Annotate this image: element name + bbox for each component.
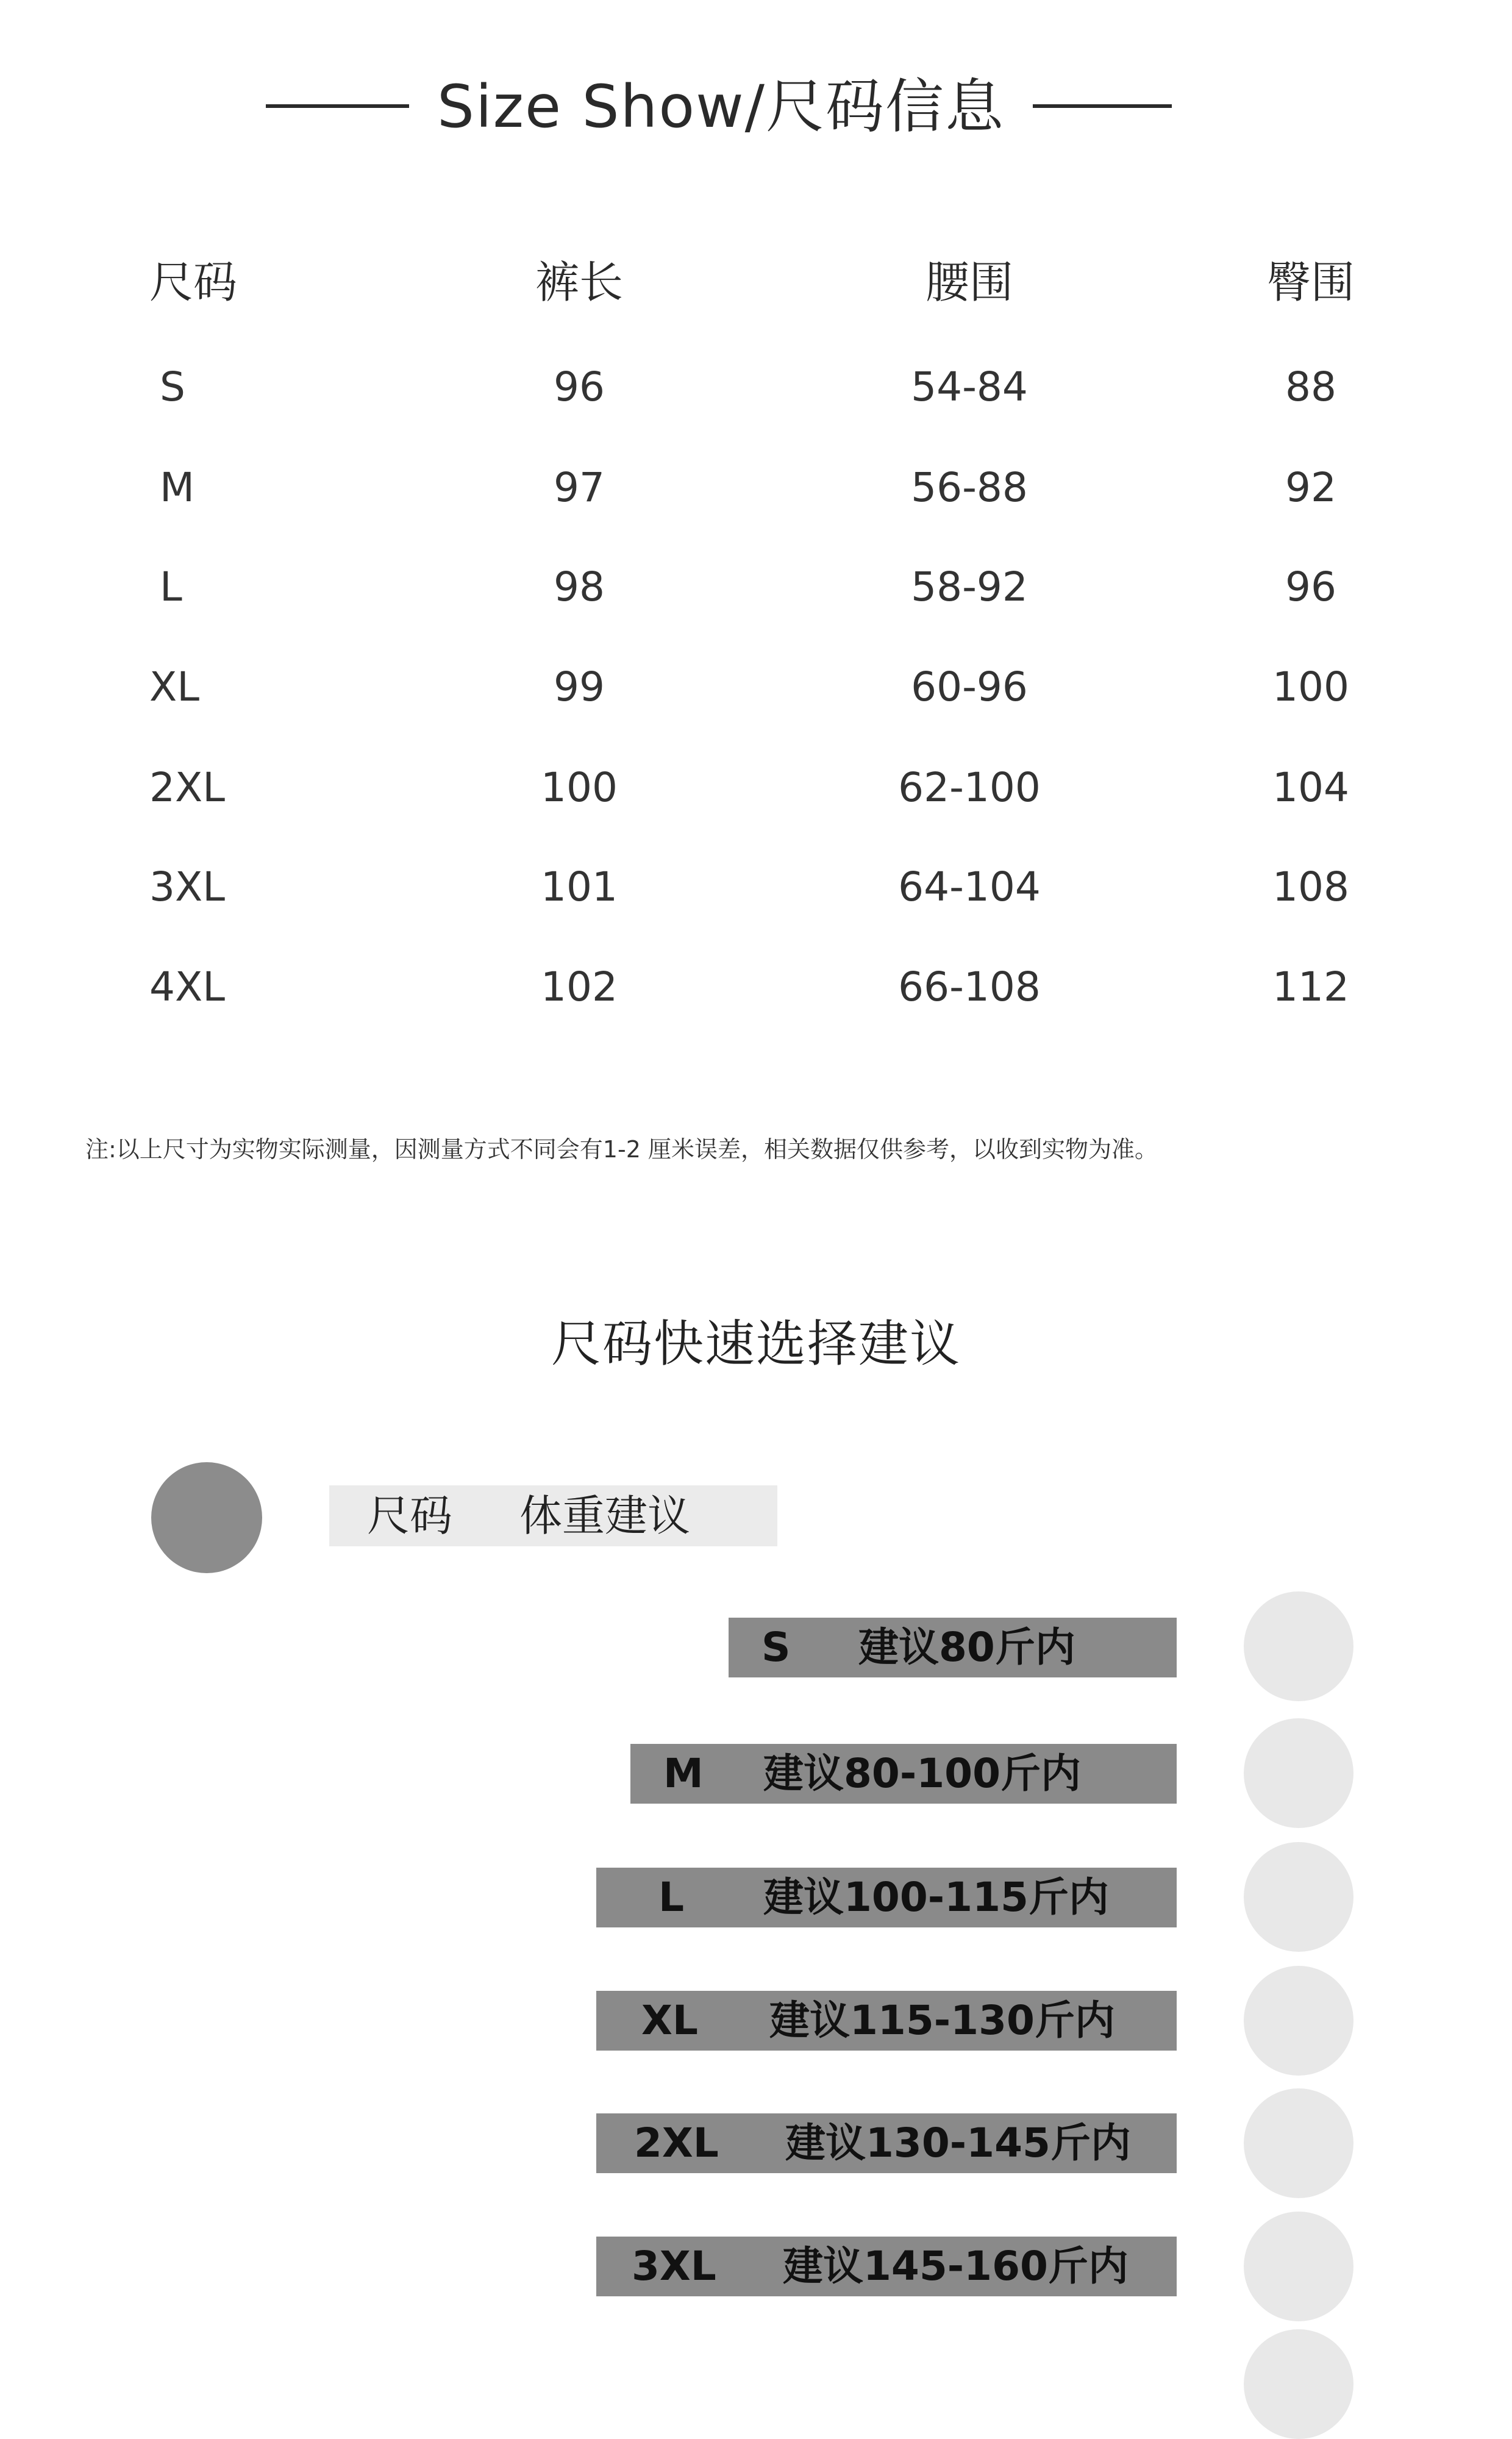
decorative-circle	[1244, 2329, 1353, 2439]
column-header-size: 尺码	[149, 257, 238, 308]
cell-size: S	[160, 363, 185, 410]
suggestion-advice: 建议145-160斤内	[783, 2243, 1129, 2290]
cell-size: M	[160, 464, 194, 511]
suggestion-header-weight: 体重建议	[519, 1491, 690, 1541]
cell-size: 4XL	[149, 963, 225, 1010]
suggestion-size: L	[658, 1874, 685, 1921]
column-header-hip: 臀围	[1266, 257, 1355, 308]
suggestion-title: 尺码快速选择建议	[551, 1315, 961, 1373]
cell-hip: 112	[1272, 963, 1349, 1010]
suggestion-header-size: 尺码	[367, 1491, 452, 1541]
cell-waist: 60-96	[911, 663, 1028, 710]
measurement-note: 注:以上尺寸为实物实际测量，因测量方式不同会有1-2 厘米误差，相关数据仅供参考，以收到实物为准。	[85, 1136, 1158, 1163]
cell-size: L	[160, 563, 182, 610]
cell-size: XL	[149, 663, 199, 710]
suggestion-advice: 建议100-115斤内	[763, 1874, 1109, 1921]
cell-pant-length: 98	[554, 563, 605, 610]
suggestion-row-l	[596, 1868, 1177, 1927]
cell-pant-length: 101	[541, 863, 618, 910]
column-header-waist: 腰围	[925, 257, 1013, 308]
suggestion-advice: 建议80-100斤内	[763, 1750, 1082, 1797]
suggestion-header-bar	[329, 1485, 777, 1546]
suggestion-advice: 建议130-145斤内	[785, 2119, 1131, 2166]
cell-waist: 62-100	[898, 764, 1041, 811]
suggestion-row-s	[729, 1618, 1177, 1677]
decorative-circle	[1244, 1718, 1353, 1828]
cell-waist: 66-108	[898, 963, 1041, 1010]
decorative-circle	[1244, 2212, 1353, 2321]
suggestion-size: S	[761, 1624, 791, 1671]
cell-waist: 54-84	[911, 363, 1028, 410]
cell-pant-length: 99	[554, 663, 605, 710]
suggestion-size: 2XL	[634, 2119, 719, 2166]
cell-hip: 108	[1272, 863, 1349, 910]
cell-hip: 92	[1285, 464, 1336, 511]
header-line-right	[1033, 104, 1172, 108]
suggestion-row-3xl	[596, 2237, 1177, 2296]
cell-pant-length: 97	[554, 464, 605, 511]
suggestion-row-2xl	[596, 2113, 1177, 2173]
cell-hip: 96	[1285, 563, 1336, 610]
decorative-circle	[151, 1462, 262, 1573]
suggestion-advice: 建议80斤内	[858, 1624, 1075, 1671]
column-header-pant-length: 裤长	[535, 257, 623, 308]
cell-size: 3XL	[149, 863, 225, 910]
suggestion-row-m	[630, 1744, 1177, 1804]
cell-hip: 88	[1285, 363, 1336, 410]
header-line-left	[266, 104, 409, 108]
cell-hip: 104	[1272, 764, 1349, 811]
cell-size: 2XL	[149, 764, 225, 811]
decorative-circle	[1244, 2088, 1353, 2198]
cell-pant-length: 96	[554, 363, 605, 410]
cell-hip: 100	[1272, 663, 1349, 710]
suggestion-size: XL	[641, 1997, 698, 2044]
suggestion-size: M	[663, 1750, 704, 1797]
suggestion-advice: 建议115-130斤内	[769, 1997, 1115, 2044]
cell-waist: 56-88	[911, 464, 1028, 511]
page-title: Size Show/尺码信息	[437, 73, 1005, 141]
cell-waist: 64-104	[898, 863, 1041, 910]
decorative-circle	[1244, 1591, 1353, 1701]
suggestion-row-xl	[596, 1991, 1177, 2051]
cell-pant-length: 100	[541, 764, 618, 811]
decorative-circle	[1244, 1966, 1353, 2076]
decorative-circle	[1244, 1842, 1353, 1952]
suggestion-size: 3XL	[632, 2243, 716, 2290]
cell-pant-length: 102	[541, 963, 618, 1010]
cell-waist: 58-92	[911, 563, 1028, 610]
